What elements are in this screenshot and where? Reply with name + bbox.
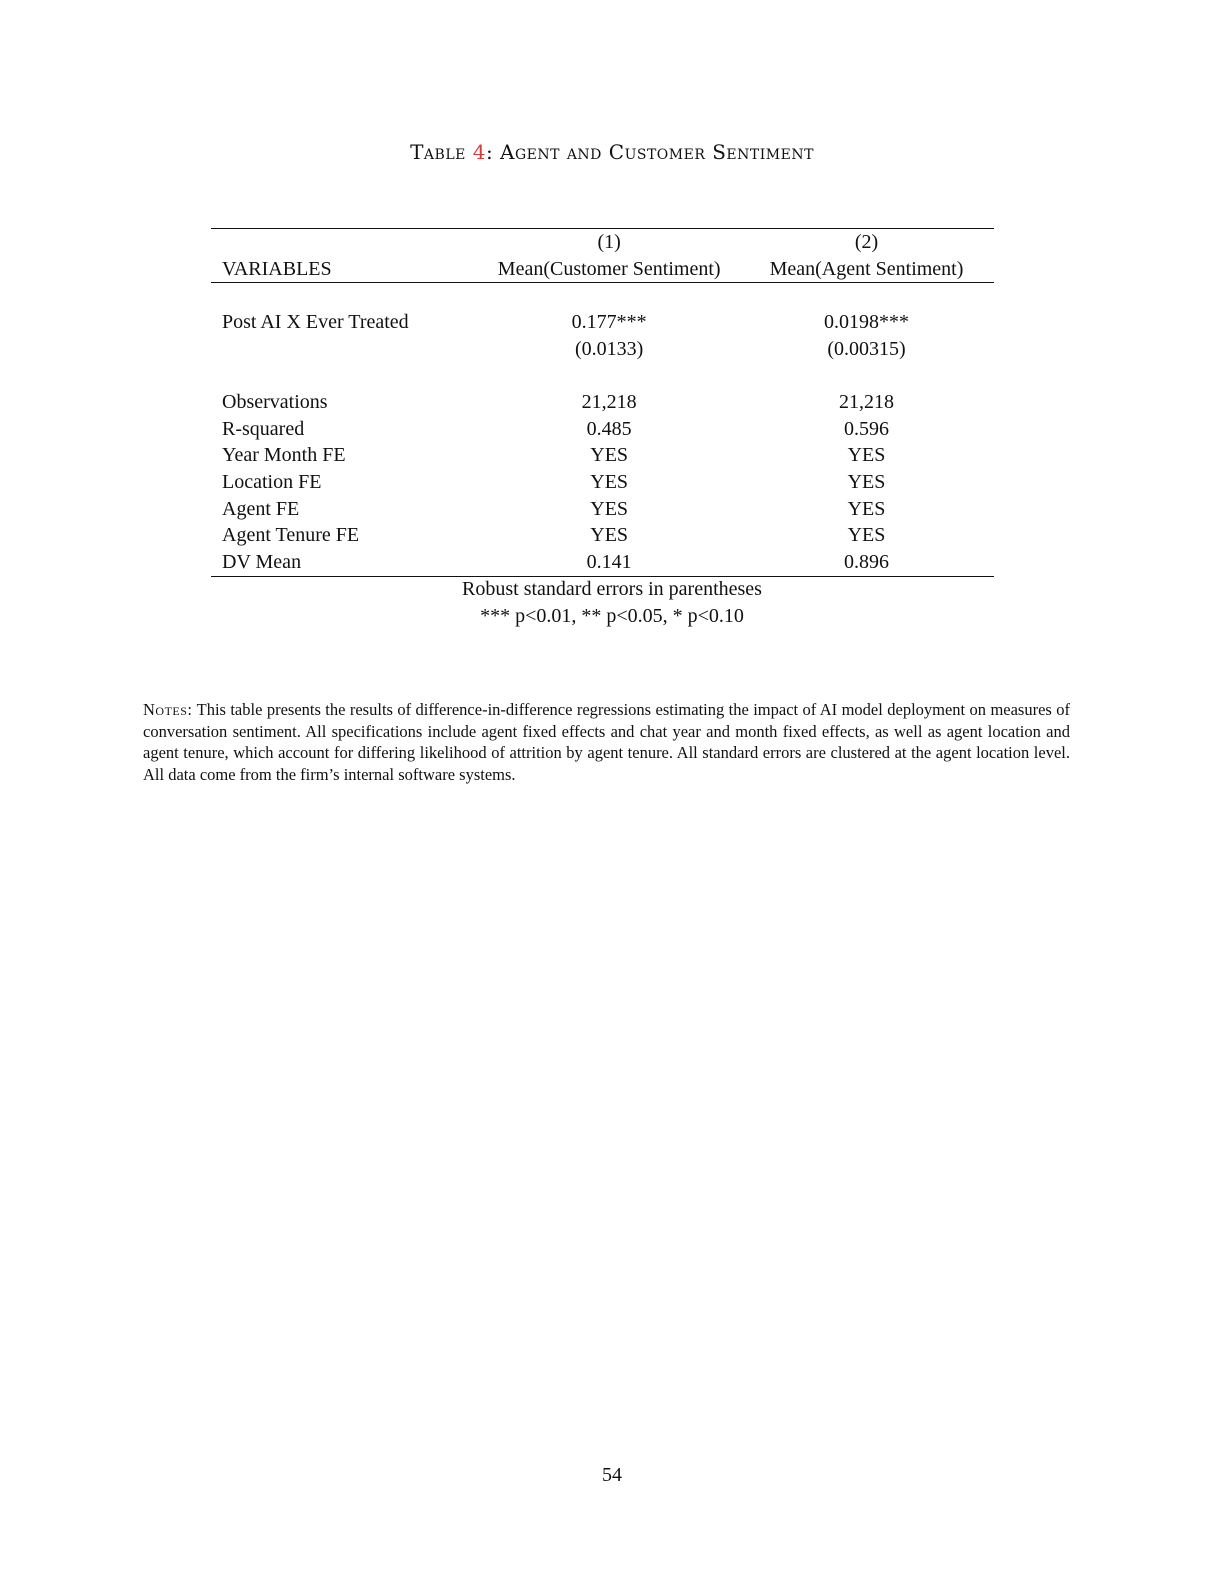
caption-title: : Agent and Customer Sentiment xyxy=(485,140,814,164)
stat-label: R-squared xyxy=(222,417,305,440)
stat-value-2: 0.596 xyxy=(843,417,889,440)
spacer-row xyxy=(211,283,994,310)
stat-row-dv-mean xyxy=(211,549,994,576)
header-col-number-1: (1) xyxy=(479,229,739,256)
stat-label: Observations xyxy=(222,390,328,413)
se-value-1: (0.0133) xyxy=(575,338,644,361)
se-value-2: (0.00315) xyxy=(827,338,906,361)
stat-value-1: YES xyxy=(590,444,629,467)
stat-label: Agent Tenure FE xyxy=(222,524,360,547)
se-row xyxy=(211,336,994,363)
coef-value-1: 0.177*** xyxy=(571,311,647,334)
coef-row xyxy=(211,309,994,336)
table-footnote-significance: *** p<0.01, ** p<0.05, * p<0.10 xyxy=(480,605,744,627)
header-labels-row xyxy=(211,256,994,283)
stat-value-2: YES xyxy=(847,470,886,493)
stat-row-location-fe xyxy=(211,469,994,496)
stat-value-2: YES xyxy=(847,524,886,547)
table-footnote-se: Robust standard errors in parentheses xyxy=(462,578,762,600)
stat-value-2: 0.896 xyxy=(739,549,994,576)
table-notes xyxy=(143,699,1070,785)
header-col-label-1: Mean(Customer Sentiment) xyxy=(479,256,739,283)
stat-label: DV Mean xyxy=(211,549,479,576)
stat-row-year-month-fe xyxy=(211,442,994,469)
regression-table xyxy=(211,228,994,577)
variables-header: VARIABLES xyxy=(211,256,479,283)
header-blank-cell xyxy=(211,229,479,256)
table-caption xyxy=(0,140,1224,164)
header-numbers-row xyxy=(211,229,994,256)
page-number: 54 xyxy=(602,1464,622,1486)
header-col-number-2: (2) xyxy=(739,229,994,256)
notes-lead: Notes: xyxy=(143,700,193,719)
coef-value-2: 0.0198*** xyxy=(823,311,909,334)
stat-value-2: 21,218 xyxy=(838,390,894,413)
table-number-link[interactable]: 4 xyxy=(472,140,486,164)
stat-value-1: 0.485 xyxy=(586,417,632,440)
stat-value-2: YES xyxy=(847,444,886,467)
stat-value-1: YES xyxy=(590,470,629,493)
stat-row-observations xyxy=(211,389,994,416)
coef-label: Post AI X Ever Treated xyxy=(222,311,409,334)
stat-value-2: YES xyxy=(847,497,886,520)
stat-label: Year Month FE xyxy=(222,444,346,467)
stat-value-1: YES xyxy=(590,524,629,547)
stat-label: Location FE xyxy=(222,470,322,493)
stat-label: Agent FE xyxy=(222,497,300,520)
stat-value-1: 0.141 xyxy=(479,549,739,576)
header-col-label-2: Mean(Agent Sentiment) xyxy=(739,256,994,283)
stat-row-r-squared xyxy=(211,416,994,443)
stat-row-agent-fe xyxy=(211,496,994,523)
stat-value-1: YES xyxy=(590,497,629,520)
caption-prefix: Table xyxy=(410,140,473,164)
notes-text: This table presents the results of difference-in-difference regressions estimating the impact of AI model deployment on measures of conversation sentiment. All specifications include agent fixed effects and chat year and month fixed effects, as well as agent location and agent tenure, which account for differing likelihood of attrition by agent tenure. All standard errors are clustered at the agent location level. All data come from the firm’s internal software systems. xyxy=(143,700,1070,784)
stat-row-agent-tenure-fe xyxy=(211,522,994,549)
stat-value-1: 21,218 xyxy=(581,390,637,413)
spacer-row xyxy=(211,363,994,389)
